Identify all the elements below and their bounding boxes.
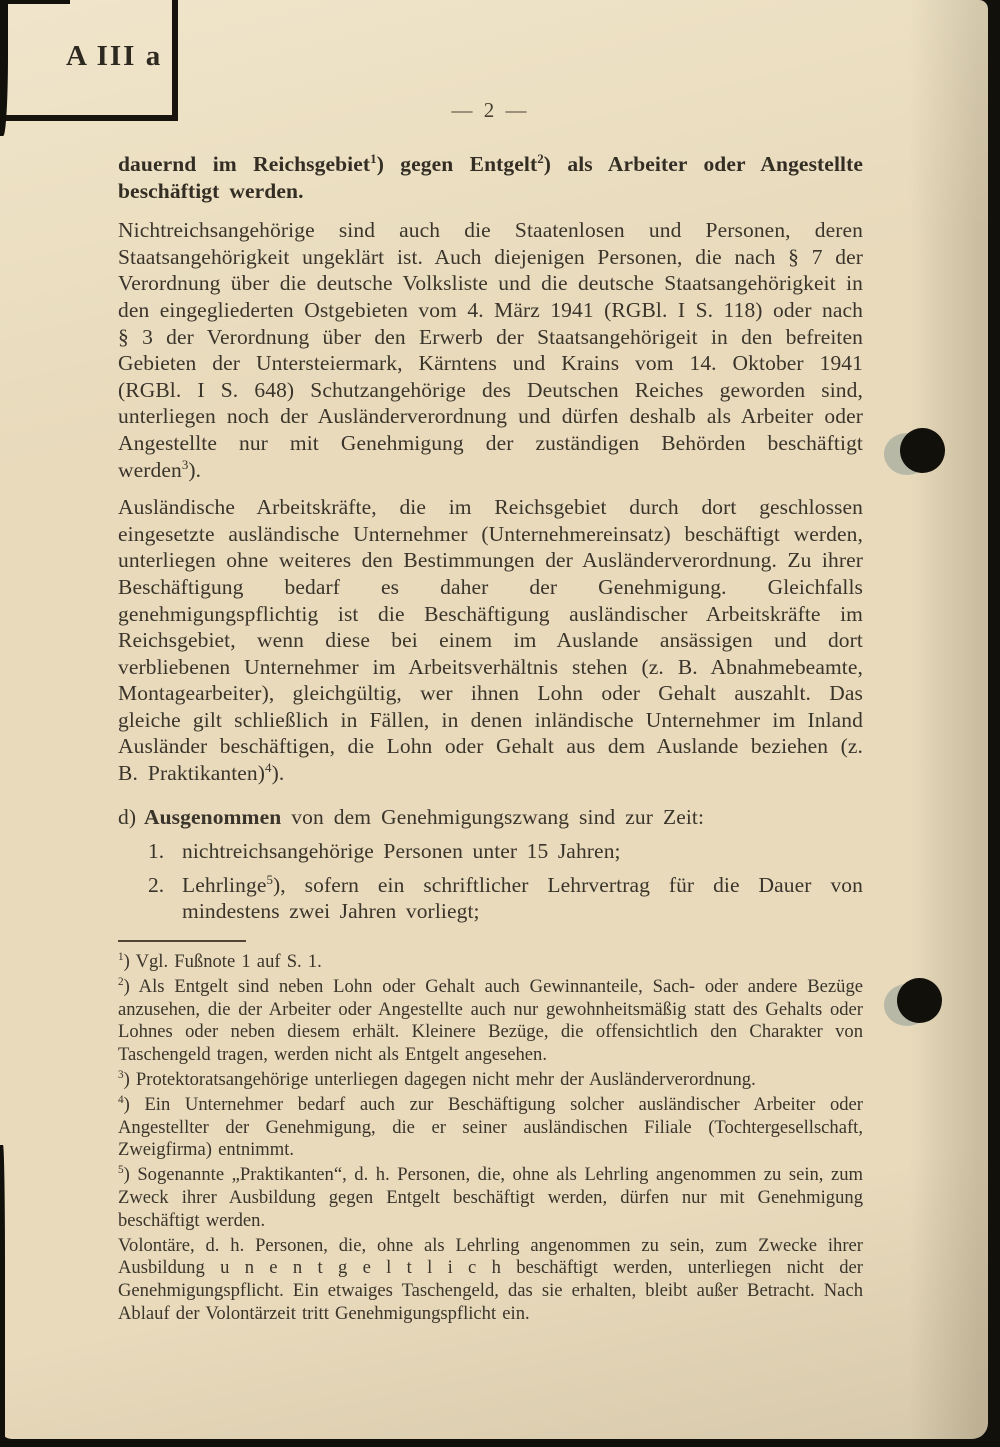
scan-edge-artifact [0,1145,5,1447]
exception-heading [118,804,863,831]
list-item-text: nichtreichsangehörige Personen unter 15 Jahren; [182,839,621,864]
exception-letter: d) [118,804,137,829]
classification-label: A III a [66,40,163,72]
list-item-number: 1. [148,839,165,864]
punch-hole [897,978,942,1023]
footnote: $^4$) Ein Unternehmer bedarf auch zur Beschäftigung solcher ausländischer Arbeiter oder Angestellter der Genehmigung, die er seiner ausländischen Filiale (Tochtergesellschaft, Zweigfirma) entnimmt. [118,1093,863,1161]
footnote: $^5$) Sogenannte „Praktikanten“, d. h. Personen, die, ohne als Lehrling angenommen zu sein, zum Zweck ihrer Ausbildung gegen Entgelt beschäftigt werden, dürfen nur mit Genehmigung beschäftigt werden. [118,1164,863,1231]
footnote: Volontäre, d. h. Personen, die, ohne als Lehrling angenommen zu sein, zum Zwecke ihrer Ausbildung u n e n t g e l t l i c h beschäftigt werden, unterliegen nicht der Genehmigungspflicht. Ein etwaiges Taschengeld, das sie erhalten, bleibt außer Betracht. Nach Ablauf der Volontärzeit tritt Genehmigungspflicht ein. [118,1234,863,1324]
footnote: $^3$) Protektoratsangehörige unterliegen dagegen nicht mehr der Ausländerverordnung. [118,1068,756,1091]
paragraph: Ausländische Arbeitskräfte, die im Reichsgebiet durch dort geschlossen eingesetzte ausländische Unternehmer (Unternehmereinsatz) beschäftigt werden, unterliegen ohne weiteres den Bestimmungen der Ausländerverordnung. Zu ihrer Beschäftigung bedarf es daher der Genehmigung. Gleichfalls genehmigungspflichtig ist die Beschäftigung ausländischer Arbeitskräfte im Reichsgebiet, wenn diese bei einem im Auslande ansässigen und dort verbliebenen Unternehmer im Arbeitsverhältnis stehen (z. B. Abnahmebeamte, Montagearbeiter), gleichgültig, wer ihnen Lohn oder Gehalt auszahlt. Das gleiche gilt schließlich in Fällen, in denen inländische Unternehmer im Inland Ausländer beschäftigen, die Lohn oder Gehalt aus dem Auslande beziehen (z. B. Praktikanten)$^4$). [118,495,863,786]
list-item [148,872,863,925]
document-body [118,151,863,1328]
list-item [148,838,863,865]
exception-text: Ausgenommen von dem Genehmigungszwang sind zur Zeit: [144,804,705,829]
list-item-text: Lehrlinge$^5$), sofern ein schriftlicher Lehrvertrag für die Dauer von mindestens zwei Jahren vorliegt; [182,872,863,924]
page-number: — 2 — [451,98,530,122]
lead-paragraph: dauernd im Reichsgebiet$^1$) gegen Entgelt$^2$) als Arbeiter oder Angestellte beschäftigt werden. [118,151,863,203]
footnote: $^2$) Als Entgelt sind neben Lohn oder Gehalt auch Gewinnanteile, Sach- oder andere Bezüge anzusehen, die der Arbeiter oder Angestellte auch nur gewohnheitsmäßig statt des Gehalts oder Lohnes oder neben diesem erhält. Kleinere Bezüge, die offensichtlich den Charakter von Taschengeld tragen, werden nicht als Entgelt angesehen. [118,975,863,1066]
list-item-number: 2. [148,872,165,897]
footnote: $^1$) Vgl. Fußnote 1 auf S. 1. [118,950,322,973]
footnotes-section [118,951,863,1326]
footnote-separator-rule [118,940,246,942]
punch-hole [900,428,945,473]
paragraph: Nichtreichsangehörige sind auch die Staatenlosen und Personen, deren Staatsangehörigkeit ungeklärt ist. Auch diejenigen Personen, die nach § 7 der Verordnung über die deutsche Volksliste und die deutsche Staatsangehörigkeit in den eingegliederten Ostgebieten vom 4. März 1941 (RGBl. I S. 118) oder nach § 3 der Verordnung über den Erwerb der Staatsangehörigeit in den befreiten Gebieten der Untersteiermark, Kärntens und Krains vom 14. Oktober 1941 (RGBl. I S. 648) Schutzangehörige des Deutschen Reiches geworden sind, unterliegen noch der Ausländerverordnung und dürfen deshalb als Arbeiter oder Angestellte nur mit Genehmigung der zuständigen Behörden beschäftigt werden$^3$). [118,218,863,482]
